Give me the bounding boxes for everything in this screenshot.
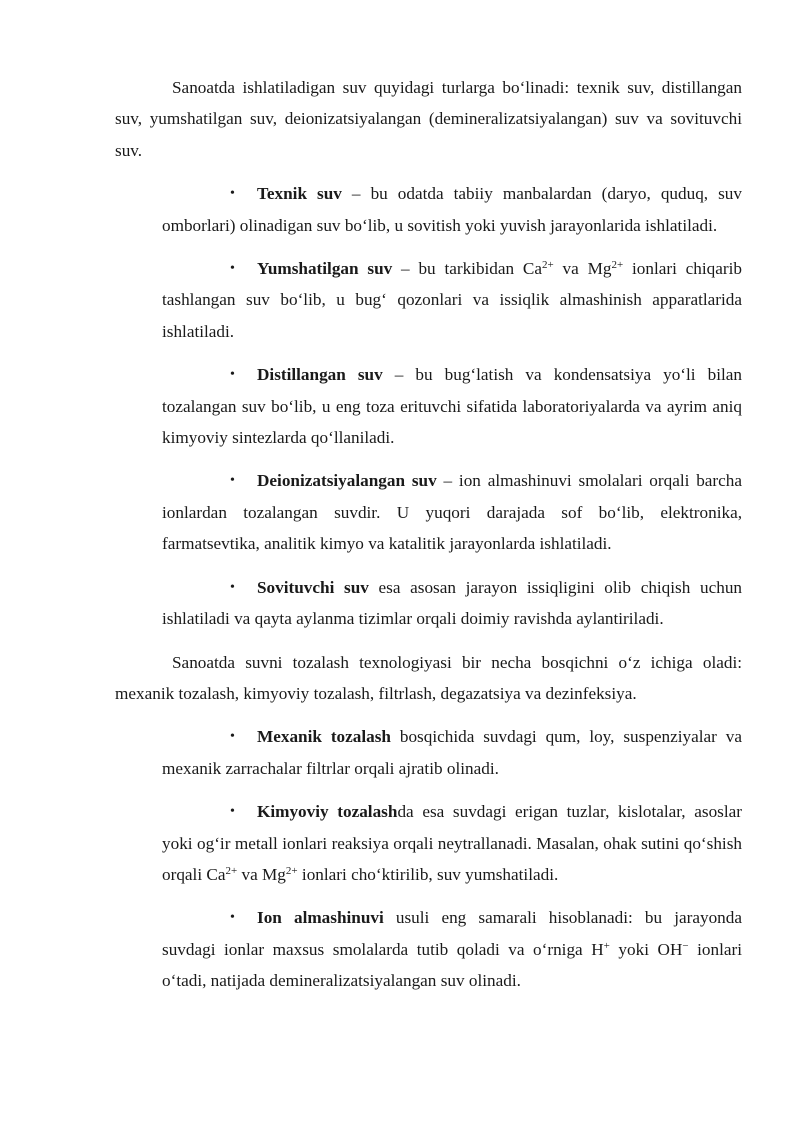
term-mexanik-tozalash: Mexanik tozalash <box>257 727 391 747</box>
definition-text: va Mg <box>553 259 612 279</box>
definition-text: yoki OH <box>609 939 683 959</box>
document-page <box>115 72 742 1009</box>
list-item-distillangan-suv <box>162 359 742 453</box>
bullet-icon: • <box>230 804 235 820</box>
definition-text: esa asosan jarayon issiqligini olib chiqish uchun ishlatiladi va qayta aylanma tizimlar orqali doimiy ravishda aylantiriladi. <box>162 577 743 629</box>
list-item-texnik-suv <box>162 178 742 241</box>
term-distillangan-suv: Distillangan suv <box>257 365 383 385</box>
term-deionizatsiyalangan-suv: Deionizatsiyalangan suv <box>257 471 437 491</box>
definition-text: ionlari cho‘ktirilib, suv yumshatiladi. <box>297 864 559 884</box>
superscript: 2+ <box>225 864 238 877</box>
list-item-yumshatilgan-suv <box>162 253 742 347</box>
term-kimyoviy-tozalash: Kimyoviy tozalash <box>257 802 398 822</box>
definition-text: usuli eng samarali hisoblanadi: bu jarayonda suvdagi ionlar maxsus smolalarda tutib qoladi va o‘rniga H <box>162 908 742 959</box>
definition-text: bosqichida suvdagi qum, loy, suspenziyalar va mexanik zarrachalar filtrlar orqali ajratib olinadi. <box>162 727 742 778</box>
bullet-icon: • <box>230 186 235 202</box>
superscript: − <box>682 939 689 952</box>
definition-text: ionlari o‘tadi, natijada demineralizatsiyalangan suv olinadi. <box>162 939 742 991</box>
list-item-ion-almashinuvi <box>162 902 742 996</box>
definition-text: ionlari chiqarib tashlangan suv bo‘lib, u bug‘ qozonlari va issiqlik almashinish apparatlarida ishlatiladi. <box>162 259 742 341</box>
superscript: 2+ <box>285 864 298 877</box>
bullet-icon: • <box>230 473 235 489</box>
definition-text: – bu bug‘latish va kondensatsiya yo‘li bilan tozalangan suv bo‘lib, u eng toza erituvchi sifatida laboratoriyalarda va ayrim aniq kimyoviy sintezlarda qo‘llaniladi. <box>162 365 742 448</box>
list-item-kimyoviy-tozalash <box>162 796 742 890</box>
definition-text: – bu tarkibidan Ca <box>392 259 543 279</box>
list-item-deionizatsiyalangan-suv <box>162 465 742 559</box>
list-item-sovituvchi-suv <box>162 572 742 635</box>
stages-intro-paragraph: Sanoatda suvni tozalash texnologiyasi bir necha bosqichni o‘z ichiga oladi: mexanik tozalash, kimyoviy tozalash, filtrlash, degazatsiya va dezinfeksiya. <box>115 652 742 703</box>
superscript: 2+ <box>542 259 554 272</box>
term-sovituvchi-suv: Sovituvchi suv <box>257 577 369 597</box>
definition-text: da esa suvdagi erigan tuzlar, kislotalar, asoslar yoki og‘ir metall ionlari reaksiya orqali neytrallanadi. Masalan, ohak sutini qo‘shish orqali Ca <box>162 802 742 884</box>
intro-paragraph: Sanoatda ishlatiladigan suv quyidagi turlarga bo‘linadi: texnik suv, distillangan suv, yumshatilgan suv, deionizatsiyalangan (demineralizatsiyalangan) suv va sovituvchi suv. <box>115 78 742 160</box>
superscript: + <box>603 939 610 952</box>
bullet-icon: • <box>230 367 235 383</box>
definition-text: – bu odatda tabiiy manbalardan (daryo, quduq, suv omborlari) olinadigan suv bo‘lib, u sovitish yoki yuvish jarayonlarida ishlatiladi. <box>162 184 742 235</box>
bullet-icon: • <box>230 910 235 926</box>
term-ion-almashinuvi: Ion almashinuvi <box>257 908 384 928</box>
term-yumshatilgan-suv: Yumshatilgan suv <box>257 259 393 279</box>
list-item-mexanik-tozalash <box>162 721 742 784</box>
term-texnik-suv: Texnik suv <box>257 184 342 204</box>
bullet-icon: • <box>230 261 235 277</box>
bullet-icon: • <box>230 729 235 745</box>
definition-text: va Mg <box>237 864 286 884</box>
definition-text: – ion almashinuvi smolalari orqali barcha ionlardan tozalangan suvdir. U yuqori darajada sof bo‘lib, elektronika, farmatsevtika, analitik kimyo va katalitik jarayonlarda ishlatiladi. <box>162 471 743 554</box>
superscript: 2+ <box>611 259 624 272</box>
bullet-icon: • <box>230 579 235 595</box>
